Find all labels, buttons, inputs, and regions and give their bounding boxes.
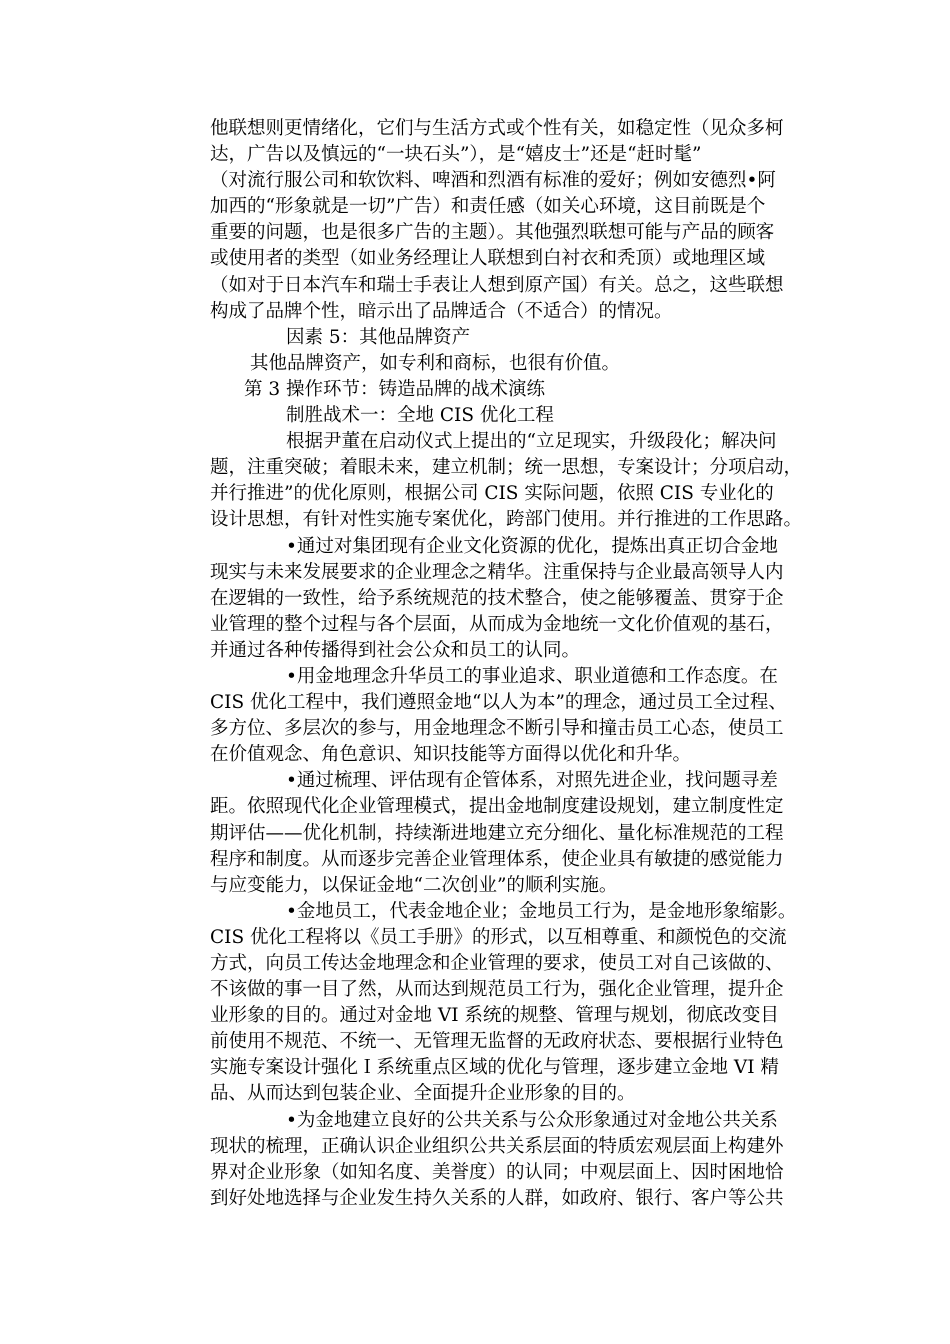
sub-heading: 制胜战术一：全地 CIS 优化工程	[286, 405, 554, 427]
text-line: 设计思想，有针对性实施专案优化，跨部门使用。并行推进的工作思路。	[210, 509, 803, 531]
text-line: （如对于日本汽车和瑞士手表让人想到原产国）有关。总之，这些联想	[210, 274, 784, 296]
bullet-item: •为金地建立良好的公共关系与公众形象通过对金地公共关系	[286, 1109, 778, 1131]
bullet-item: •通过梳理、评估现有企管体系，对照先进企业，找问题寻差	[286, 770, 778, 792]
text-line: 期评估——优化机制，持续渐进地建立充分细化、量化标准规范的工程	[210, 822, 784, 844]
text-line: 前使用不规范、不统一、无管理无监督的无政府状态、要根据行业特色	[210, 1031, 784, 1053]
text-line: （对流行服公司和软饮料、啤酒和烈酒有标准的爱好；例如安德烈•阿	[210, 170, 776, 192]
text-line: 业形象的目的。通过对金地 VI 系统的规整、管理与规划，彻底改变目	[210, 1005, 779, 1027]
text-line: 界对企业形象（如知名度、美誉度）的认同；中观层面上、因时困地恰	[210, 1161, 784, 1183]
text-line: 业管理的整个过程与各个层面，从而成为金地统一文化价值观的基石，	[210, 613, 784, 635]
bullet-item: •金地员工，代表金地企业；金地员工行为，是金地形象缩影。	[286, 900, 797, 922]
section-heading: 第 3 操作环节：铸造品牌的战术演练	[244, 378, 546, 400]
text-line: 到好处地选择与企业发生持久关系的人群，如政府、银行、客户等公共	[210, 1187, 784, 1209]
text-line: 与应变能力，以保证金地“二次创业”的顺利实施。	[210, 874, 618, 896]
paragraph-line: 其他品牌资产，如专利和商标，也很有价值。	[250, 352, 621, 374]
text-line: 多方位、多层次的参与，用金地理念不断引导和撞击员工心态，使员工	[210, 718, 784, 740]
text-line: 现实与未来发展要求的企业理念之精华。注重保持与企业最高领导人内	[210, 561, 784, 583]
text-line: 并通过各种传播得到社会公众和员工的认同。	[210, 639, 581, 661]
paragraph-first-line: 根据尹董在启动仪式上提出的“立足现实，升级段化；解决问	[286, 431, 777, 453]
text-line: 加西的“形象就是一切”广告）和责任感（如关心环境，这目前既是个	[210, 196, 766, 218]
text-line: 并行推进”的优化原则，根据公司 CIS 实际问题，依照 CIS 专业化的	[210, 483, 774, 505]
text-line: 构成了品牌个性，暗示出了品牌适合（不适合）的情况。	[210, 300, 673, 322]
text-line: 在逻辑的一致性，给予系统规范的技术整合，使之能够覆盖、贯穿于企	[210, 587, 784, 609]
text-line: 在价值观念、角色意识、知识技能等方面得以优化和升华。	[210, 744, 692, 766]
bullet-item: •通过对集团现有企业文化资源的优化，提炼出真正切合金地	[286, 535, 778, 557]
text-line: CIS 优化工程中，我们遵照金地“以人为本”的理念，通过员工全过程、	[210, 692, 787, 714]
bullet-item: •用金地理念升华员工的事业追求、职业道德和工作态度。在	[286, 665, 778, 687]
text-line: 品、从而达到包装企业、全面提升企业形象的目的。	[210, 1083, 636, 1105]
text-line: 他联想则更情绪化，它们与生活方式或个性有关，如稳定性（见众多柯	[210, 118, 784, 139]
body-text	[210, 116, 810, 1212]
text-line: 达，广告以及慎远的“一块石头”），是“嬉皮士”还是“赶时髦”	[210, 144, 702, 166]
text-line: 题，注重突破；着眼未来，建立机制；统一思想，专案设计；分项启动，	[210, 457, 803, 479]
text-line: CIS 优化工程将以《员工手册》的形式，以互相尊重、和颜悦色的交流	[210, 926, 787, 948]
text-line: 或使用者的类型（如业务经理让人联想到白衬衣和秃顶）或地理区域	[210, 248, 766, 270]
text-line: 程序和制度。从而逐步完善企业管理体系，使企业具有敏捷的感觉能力	[210, 848, 784, 870]
text-line: 现状的梳理，正确认识企业组织公共关系层面的特质宏观层面上构建外	[210, 1135, 784, 1157]
text-line: 方式，向员工传达金地理念和企业管理的要求，使员工对自己该做的、	[210, 953, 784, 974]
text-line: 不该做的事一目了然，从而达到规范员工行为，强化企业管理，提升企	[210, 979, 784, 1001]
text-line: 距。依照现代化企业管理模式，提出金地制度建设规划，建立制度性定	[210, 796, 784, 818]
section-heading: 因素 5：其他品牌资产	[286, 326, 471, 348]
text-line: 实施专案设计强化Ｉ系统重点区域的优化与管理，逐步建立金地 VI 精	[210, 1057, 779, 1079]
text-line: 重要的问题，也是很多广告的主题）。其他强烈联想可能与产品的顾客	[210, 222, 775, 244]
